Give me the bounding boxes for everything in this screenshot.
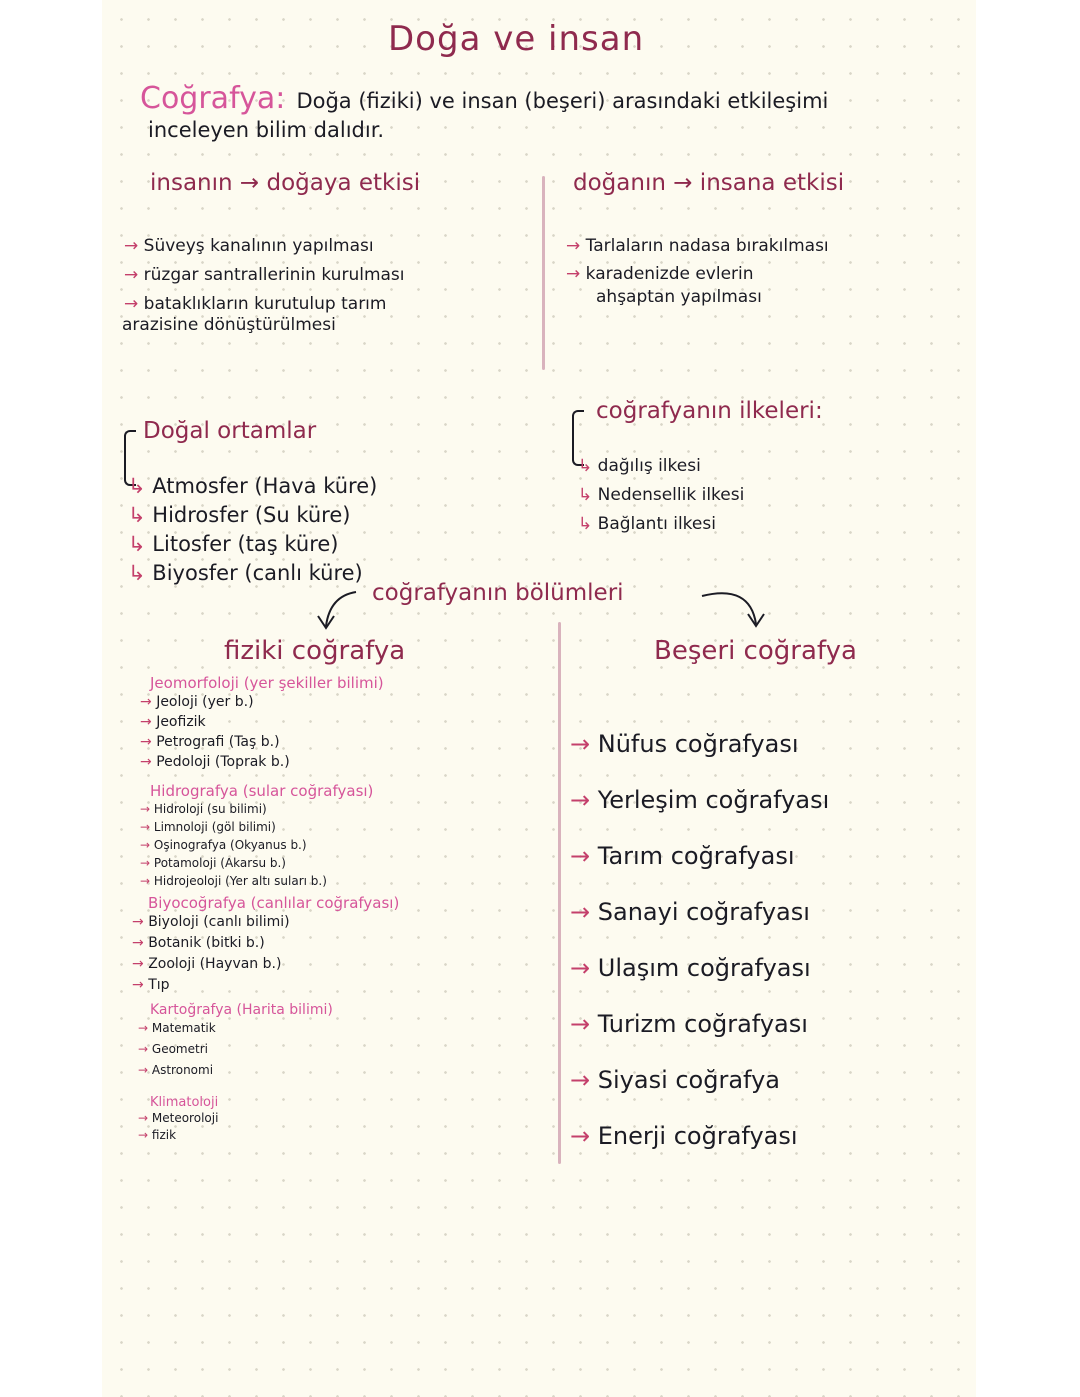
group-title: Hidrografya (sular coğrafyası) <box>150 782 374 800</box>
definition-text-1: Doğa (fiziki) ve insan (beşeri) arasındaki etkileşimi <box>296 89 829 113</box>
list-item: → Tarlaların nadasa bırakılması <box>566 236 829 256</box>
branches-heading: coğrafyanın bölümleri <box>372 580 624 606</box>
list-item: → Astronomi <box>138 1063 214 1077</box>
list-item: ↳ Hidrosfer (Su küre) <box>128 503 351 527</box>
branches-divider <box>558 622 561 1164</box>
list-item: → Tarım coğrafyası <box>570 842 795 870</box>
list-item: → Tıp <box>132 977 170 993</box>
list-item: → Jeoloji (yer b.) <box>140 694 254 710</box>
nature-effect-continuation: ahşaptan yapılması <box>596 287 762 307</box>
list-item: → bataklıkların kurutulup tarım <box>124 294 387 314</box>
definition-text-2: inceleyen bilim dalıdır. <box>148 118 385 142</box>
group-list <box>132 912 399 996</box>
group-title: Kartoğrafya (Harita bilimi) <box>150 1002 333 1018</box>
human-effect-continuation: arazisine dönüştürülmesi <box>122 315 336 335</box>
list-item: → Botanik (bitki b.) <box>132 935 265 951</box>
list-item: → Ulaşım coğrafyası <box>570 954 811 982</box>
list-item: → rüzgar santrallerinin kurulması <box>124 265 405 285</box>
list-item: → Yerleşim coğrafyası <box>570 786 830 814</box>
group-title: Jeomorfoloji (yer şekiller bilimi) <box>150 674 384 692</box>
definition-term: Coğrafya: <box>140 81 286 116</box>
list-item: ↳ dağılış ilkesi <box>578 456 701 476</box>
group-title: Klimatoloji <box>150 1095 219 1110</box>
nature-effect-heading: doğanın → insana etkisi <box>573 170 845 196</box>
list-item: → Hidroloji (su bilimi) <box>140 802 267 816</box>
list-item: → Turizm coğrafyası <box>570 1010 808 1038</box>
group-list <box>140 800 399 890</box>
principles-heading: coğrafyanın ilkeleri: <box>596 398 823 424</box>
list-item: → karadenizde evlerin <box>566 264 754 284</box>
list-item: ↳ Biyosfer (canlı küre) <box>128 561 363 585</box>
list-item: → Meteoroloji <box>138 1111 219 1125</box>
list-item: → Sanayi coğrafyası <box>570 898 810 926</box>
human-branches-list <box>570 716 829 1164</box>
list-item: → Pedoloji (Toprak b.) <box>140 754 290 770</box>
list-item: → Potamoloji (Akarsu b.) <box>140 856 286 870</box>
list-item: → Geometri <box>138 1042 208 1056</box>
list-item: → fizik <box>138 1128 177 1142</box>
group-title: Biyocoğrafya (canlılar coğrafyası) <box>148 894 400 912</box>
natural-env-heading: Doğal ortamlar <box>143 418 317 444</box>
list-item: → Siyasi coğrafya <box>570 1066 780 1094</box>
list-item: → Süveyş kanalının yapılması <box>124 236 374 256</box>
list-item: → Oşinografya (Okyanus b.) <box>140 838 307 852</box>
page-title: Doğa ve insan <box>388 19 645 59</box>
list-item: → Nüfus coğrafyası <box>570 730 799 758</box>
list-item: ↳ Nedensellik ilkesi <box>578 485 745 505</box>
list-item: → Biyoloji (canlı bilimi) <box>132 914 290 930</box>
group-list <box>140 692 399 772</box>
list-item: → Limnoloji (göl bilimi) <box>140 820 276 834</box>
list-item: ↳ Litosfer (taş küre) <box>128 532 339 556</box>
physical-heading: fiziki coğrafya <box>224 636 406 666</box>
list-item: → Matematik <box>138 1021 216 1035</box>
list-item: → Zooloji (Hayvan b.) <box>132 956 282 972</box>
human-effect-heading: insanın → doğaya etkisi <box>150 170 421 196</box>
group-list <box>138 1018 399 1081</box>
list-item: → Jeofizik <box>140 714 206 730</box>
list-item: ↳ Bağlantı ilkesi <box>578 514 716 534</box>
list-item: → Enerji coğrafyası <box>570 1122 798 1150</box>
human-heading: Beşeri coğrafya <box>654 636 857 666</box>
group-list <box>138 1110 399 1144</box>
list-item: ↳ Atmosfer (Hava küre) <box>128 474 378 498</box>
list-item: → Petrografi (Taş b.) <box>140 734 280 750</box>
physical-branches <box>132 674 399 1144</box>
list-item: → Hidrojeoloji (Yer altı suları b.) <box>140 874 327 888</box>
